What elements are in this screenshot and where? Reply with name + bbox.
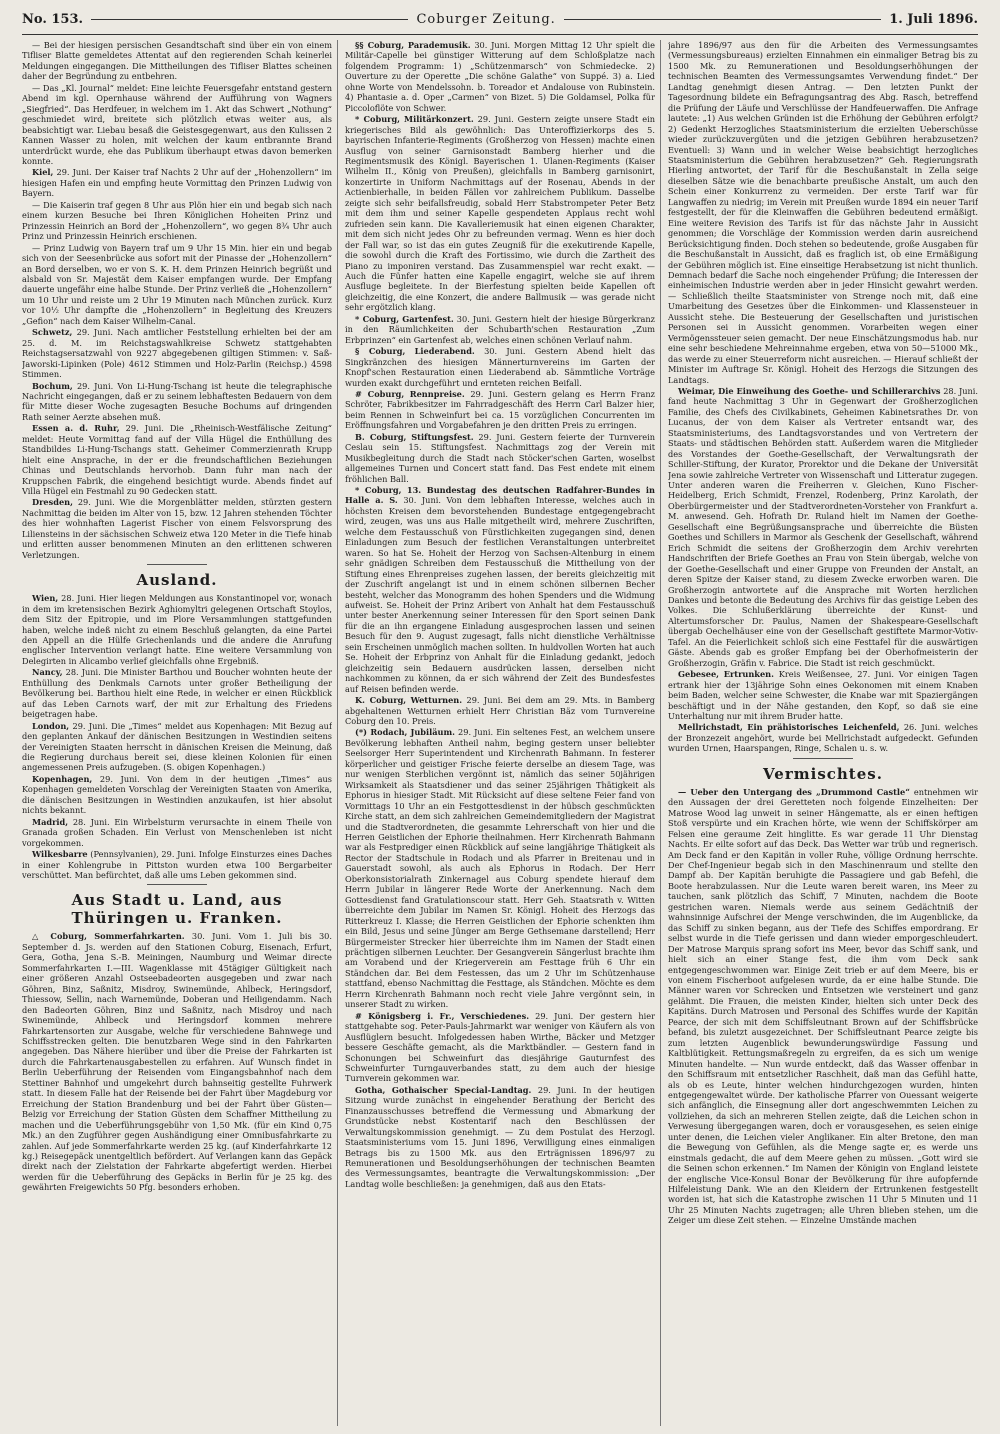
article-paragraph (668, 669, 978, 721)
article-title: Rennpreise. (409, 388, 465, 399)
article-title: Gothaischer Special-Landtag. (391, 1084, 532, 1095)
article-paragraph (22, 721, 332, 773)
dateline-place: # Königsberg i. Fr., (355, 1010, 455, 1021)
dateline-place: §§ Coburg, (355, 40, 405, 50)
article-paragraph (22, 931, 332, 1192)
article-paragraph: — Das „Kl. Journal“ meldet: Eine leichte Feuersgefahr entstand gestern Abend im kgl. Opernhause während der Aufführung von Wagners „Siegfried“. Das Herdfeuer, in welchem im 1. Akt das Schwert „Nothung“ geschmiedet wird, breitete sich plötzlich etwas weiter aus, als beabsichtigt war. Liebau besaß die Geistesgegenwart, aus den Kulissen 2 Kannen Wasser zu holen, mit welchen der kaum entbrannte Brand unterdrückt wurde, ehe das Publikum überhaupt etwas davon bemerken konnte. (22, 82, 332, 166)
dateline-place: # Coburg, (355, 388, 405, 399)
article-text: 29. Juni. Bei dem am 29. Mts. in Bamberg abgehaltenen Wetturnen erhielt Herr Christian Bäz vom Turnvereine Coburg den 10. Preis. (345, 695, 655, 726)
article-paragraph (22, 849, 332, 880)
column-divider (660, 40, 661, 1426)
article-title: Parademusik. (407, 40, 471, 50)
article-text: Kreis Weißensee, 27. Juni. Vor einigen Tagen ertrank hier der 13jährige Sohn eines Oekonomen mit einem Knaben beim Baden, welcher seine Schwester, die Knabe war mit Spaziergängen beschäftigt und in der Nähe gestanden, den Kopf, so daß sie eine Unterhaltung nur mit ihrem Bruder hatte. (668, 669, 978, 721)
article-text: 29. Juni. Der Kaiser traf Nachts 2 Uhr auf der „Hohenzollern“ im hiesigen Hafen ein und empfing heute Vormittag den Prinzen Ludwig von Bayern. (22, 167, 332, 199)
article-paragraph (22, 167, 332, 198)
article-text: 29. Juni. Gestern zeigte unsere Stadt ein kriegerisches Bild als gewöhnlich: Das Unteroffizierkorps des 5. bayrischen Infanterie-Regiments (Großherzog von Hessen) machte einen Ausflug von seiner Garnisonstadt Bamberg hierher und die Regimentsmusik des Königl. Bayerischen 1. Ulanen-Regiments (Kaiser Wilhelm II., König von Preußen), gleichfalls in Bamberg garnisonirt, konzertirte in Uniform Nachmittags auf der Rosenau, Abends in der Actienbierhalle, in beiden Fällen vor zahlreichem Publikum. Dasselbe zeigte sich sehr beifallsfreudig, sobald Herr Stabstrompeter Peter Betz mit dem ihm und seiner Kapelle gespendeten Applaus recht wohl zufrieden sein kann. Die Kavalleriemusik hat einen eigenen Charakter, mit dem sich nicht jedes Ohr zu befreunden vermag. Wenn es hier doch der Fall war, so ist das ein gutes Zeugniß für die exekutirende Kapelle, die sowohl durch die Kraft des Fortissimo, wie durch die Zartheit des Piano zu imponiren verstand. Das Zusammenspiel war recht exakt. — Auch die Fünfer hatten eine Kapelle engagirt, welche sie auf ihrem Ausfluge begleitete. In der Bierfestung spielten beide Kapellen oft gleichzeitig, die eine Konzert, die andere Ballmusik — was gerade nicht sehr ergötzlich klang. (345, 114, 655, 313)
article-text: 30. Juni. Von dem lebhaften Interesse, welches auch in höchsten Kreisen dem bevorstehenden Bundestage entgegengebracht wird, zeugen, was uns aus Halle mitgetheilt wird, mehrere Zuschriften, welche dem Festausschuß von Fürstlichkeiten zugegangen sind, denen Einladungen zum Besuch der festlichen Veranstaltungen unterbreitet waren. So hat Se. Hoheit der Herzog von Sachsen-Altenburg in einem sehr gnädigen Schreiben dem Festausschuß die Mittheilung von der Stiftung eines Ehrenpreises zugehen lassen, der bereits gleichzeitig mit der Zuschrift angelangt ist und in einem schönen silbernen Becher besteht, welcher das Monogramm des hohen Spenders und die Widmung aufweist. Se. Hoheit der Prinz Aribert von Anhalt hat dem Festausschuß unter bester Anerkennung seiner Interessen für den Sport seinen Dank für die an ihn ergangene Einladung ausgesprochen lassen und seinen Besuch für den 9. August zugesagt, falls nicht dienstliche Verhältnisse sein Erscheinen unmöglich machen sollten. In huldvollen Worten hat auch Se. Hoheit der Erbprinz von Anhalt für die Einladung gedankt, jedoch gleichzeitig sein Bedauern ausdrücken lassen, derselben nicht nachkommen zu können, da er sich während der Zeit des Bundesfestes auf Reisen befinden werde. (345, 495, 655, 694)
article-paragraph (345, 314, 655, 345)
dateline-place: Madrid, (32, 816, 69, 827)
article-paragraph (22, 423, 332, 496)
article-text: entnehmen wir den Aussagen der drei Geretteten noch folgende Einzelheiten: Der Matrose Wood lag unweit in seiner Hängematte, als er einen heftigen Stoß verspürte und ein Krachen hörte, wie wenn der Schiffskörper am Felsen eine geraume Zeit hinglitte. Es war gerade 11 Uhr Dienstag Nachts. Er eilte sofort auf das Deck. Das Wetter war trüb und regnerisch. Am Deck fand er den Kapitän in voller Ruhe, völlige Ordnung herrschte. Der Chef-Ingenieur begab sich in den Maschinenraum und stellte den Dampf ab. Der Kapitän beruhigte die Passagiere und gab Befehl, die Boote herabzulassen. Nur die Leute waren bereit waren, ins Meer zu tauchen, sank plötzlich das Schiff, 7 Minuten, nachdem die Boote gestrichen waren. Niemals werde aus seinem Gedächtniß der wahnsinnige Aufschrei der Menge verschwinden, die im Augenblicke, da das Schiff zu sinken begann, aus der Tiefe des Schiffes empordrang. Er selbst wurde in die Tiefe gerissen und dann wieder emporgeschleudert. Der Matrose Marquis sprang sofort ins Meer, bevor das Schiff sank, und hielt sich an einer Stange fest, die ihm vom Deck sank entgegengeschwommen war. Einige Zeit trieb er auf dem Meere, bis er von einem Fischerboot aufgelesen wurde, da er eine halbe Stunde. Die Männer waren vor Schrecken und Entsetzen wie versteinert und ganz gelähmt. Die Frauen, die meisten Kinder, hielten sich unter Deck des Kapitäns. Durch Matrosen und Personal des Schiffes wurde der Kapitän Pearce, der sich mit dem Schiffsleutnant Brown auf der Schiffsbrücke befand, bis zuletzt ausgezeichnet. Der Schiffsleutnant Pearce zeigte bis zum letzten Augenblick bewunderungswürdige Fassung und Kaltblütigkeit. Rettungsmaßregeln zu ergreifen, da es sich um wenige Minuten handelte. — Nun wurde entdeckt, daß das Wasser offenbar in den Schiffsraum mit entsetzlicher Raschheit, daß man das Gefühl hatte, als ob es Leute, hinter welchen hindurchgezogen wurden, hinten entgegengewaltet würde. Der katholische Pfarrer von Ouessant weigerte sich anfänglich, die Einsegnung aller dort angeschwemmten Leichen zu vollziehen, da sich an mehreren Stellen zeigte, daß die Leichen schon in Verwesung übergegangen waren, doch er vorausgesehen, es seien einige unter denen, die Leichen vieler Anglikaner. Ein alter Bretone, den man die Bewegung von Gefühlen, als die Menge sagte er, es werde uns einstmals gedacht, die auf dem Meere gehen zu müssen. „Gott wird sie die Seinen schon erkennen.“ Im Namen der Königin von England leistete der englische Vice-Konsul Bonar der Bevölkerung für ihre aufopfernde Hilfeleistung Dank. Wie an den Kleidern der Ertrunkenen festgestellt worden ist, hat sich die Katastrophe zwischen 11 Uhr 5 Minuten und 11 Uhr 25 Minuten Nachts zugetragen; alle Uhren blieben stehen, um die Zeiger um diese Zeit stehen. — Einzelne Umstände machen (668, 786, 978, 1226)
dateline-place: (*) Rodach, (355, 727, 408, 738)
dateline-place: Gotha, (355, 1084, 386, 1095)
article-text: (Pennsylvanien), 29. Juni. Infolge Einsturzes eines Daches in einer Kohlengrube in Pittston wurden etwa 100 Bergarbeiter verschüttet. Man befürchtet, daß alle ums Leben gekommen sind. (22, 849, 332, 880)
article-text: 29. Juni. Von Li-Hung-Tschang ist heute die telegraphische Nachricht eingegangen, daß er zu seinem lebhaftesten Bedauern von dem für Mitte dieser Woche zugesagten Besuche Bochums auf dringenden Rath seiner Aerzte absehen muß. (22, 380, 332, 422)
dateline-place: Kopenhagen, (32, 773, 93, 784)
article-text: 29. Juni. Ein seltenes Fest, an welchem unsere Bevölkerung lebhaften Antheil nahm, beging gestern unser beliebter Seelsorger Herr Superintendent und Kirchenrath Bahmann. In festerer körperlicher und geistiger Frische feierte derselbe an diesem Tage, was nur wenigen Sterblichen vergönnt ist, nämlich das seiner 50jährigen Wirksamkeit als Staatsdiener und das seiner 25jährigen Thätigkeit als Ephorus in hiesiger Stadt. Mit Rücksicht auf diese seltene Feier fand von Vormittags 10 Uhr an ein Festgottesdienst in der hübsch geschmückten Kirche statt, an dem sich zahlreichen Gemeindemitgliedern der Magistrat und die Stadtverordneten, die gesammte Lehrerschaft von hier und die Herren Geistlichen der Ephorie theilnahmen. Herr Kirchenrath Bahmann war als Festprediger einen Rückblick auf seine langjährige Thätigkeit als Rector der Stadtschule in Rodach und als Pfarrer in Breitenau und in Gauerstadt sowohl, als auch als Ephorus in Rodach. Der Herr Oberkonsistorialrath Zinkernagel aus Coburg spendete hierauf dem Herrn Jubilar in längerer Rede Worte der Anerkennung. Nach dem Gottesdienst fand Gratulationscour statt. Herr Geh. Staatsrath v. Witten überreichte dem Jubilar im Namen Sr. Königl. Hoheit des Herzogs das Ritterkreuz I. Klasse; die Herren Geistlichen der Ephorie schenkten ihm ein Bild, Jesus und seine Jünger am Berge Gethsemane darstellend; Herr Bürgermeister Strecker hier überreichte ihm im Namen der Stadt einen prächtigen silbernen Leuchter. Der Gesangverein Sängerlust brachte ihm am Vorabend und der Kriegerverein am Festtage früh 6 Uhr ein Ständchen dar. Bei dem Festessen, das um 2 Uhr im Schützenhause stattfand, ebenso Nachmittag die Festtage, als Ständchen. Möchte es dem Herrn Kirchenrath Bahmann noch recht viele Jahre vergönnt sein, in unserer Stadt zu wirken. (345, 727, 655, 1010)
dateline-place: * Coburg, (355, 485, 402, 496)
article-paragraph (345, 40, 655, 113)
article-paragraph (345, 727, 655, 1009)
issue-date: 1. Juli 1896. (889, 11, 978, 27)
section-heading-stadt-land: Aus Stadt u. Land, aus Thüringen u. Franken. (71, 891, 283, 928)
article-title: Die Einweihung des Goethe- und Schillerarchivs (718, 385, 941, 396)
article-text: 29. Juni. Wie die Morgenblätter melden, stürzten gestern Nachmittag die beiden im Alter von 15, bzw. 12 Jahren stehenden Töchter des hier wohnhaften Lagerist Fischer von einem Felsvorsprung des Liliensteins in der sächsischen Schweiz etwa 120 Meter in die Tiefe hinab und erlitten ausser benommenen Minuten an den erlittenen schweren Verletzungen. (22, 497, 332, 560)
dateline-place: △ Coburg, (32, 931, 87, 942)
article-paragraph (668, 386, 978, 668)
dateline-place: Weimar, (678, 385, 716, 396)
article-title: Gartenfest. (402, 313, 454, 324)
column-divider (337, 40, 338, 1426)
article-text: 28. Juni. Ein Wirbelsturm verursachte in einem Theile von Granada großen Schaden. Ein Verlust von Menschenleben ist nicht vorgekommen. (22, 816, 332, 848)
article-paragraph (22, 667, 332, 719)
article-text: 29. Juni. Gestern feierte der Turnverein Ceslau sein 15. Stiftungsfest. Nachmittags zog der Verein mit Musikbegleitung durch die Stadt nach Stöcker'schen Garten, woselbst allgemeines Turnen und Concert statt fand. Das Fest endete mit einem fröhlichen Ball. (345, 431, 655, 484)
article-text: 29. Juni. Nach amtlicher Feststellung erhielten bei der am 25. d. M. im Reichstagswahlkreise Schwetz stattgehabten Reichstagsersatzwahl von 9227 abgegebenen giltigen Stimmen: v. Saß-Jaworski-Lipinken (Pole) 4612 Stimmen und Holz-Parlin (Reichsp.) 4598 Stimmen. (22, 327, 332, 380)
article-paragraph (345, 485, 655, 694)
dateline-place: Gebesee, (678, 669, 720, 680)
dateline-place: K. Coburg, (355, 695, 407, 706)
header-divider (22, 34, 978, 35)
article-paragraph: — Die Kaiserin traf gegen 8 Uhr aus Plön hier ein und begab sich nach einem kurzen Besuche bei Ihren Königlichen Hoheiten Prinz und Prinzessin Heinrich an Bord der „Hohenzollern“, wo gegen 8¾ Uhr auch Prinz und Prinzessin Heinrich erschienen. (22, 199, 332, 242)
article-title: Liederabend. (414, 346, 475, 357)
article-paragraph (22, 817, 332, 848)
article-text: 28. Juni. Die Minister Barthou und Boucher wohnten heute der Enthüllung des Denkmals Carnots unter großer Betheiligung der Bevölkerung bei. Barthou hielt eine Rede, in welcher er einen Rückblick auf das Leben Carnots warf, der mit zur Erhaltung des Friedens beigetragen habe. (22, 667, 332, 720)
article-text: 29. Juni. Gestern gelang es Herrn Franz Schröter, Fabrikbesitzer im Fahrradgeschäft des Herrn Carl Balzer hier, beim Rennen in Schweinfurt bei ca. 15 vorzüglichen Concurrenten im Eröffnungsfahren und Vorgabefahren je den dritten Preis zu erringen. (345, 388, 655, 431)
article-paragraph (22, 497, 332, 560)
article-title: Sommerfahrkarten. (94, 931, 185, 942)
article-text: 30. Juni. Vom 1. Juli bis 30. September d. Js. werden auf den Stationen Coburg, Eisenach, Erfurt, Gera, Gotha, Jena S.-B. Meiningen, Naumburg und Weimar directe Sommerfahrkarten I.—III. Wagenklasse mit 45tägiger Gültigkeit nach einer größeren Anzahl Ostseebadeorten ausgegeben und zwar nach Göhren, Binz, Saßnitz, Misdroy, Swinemünde, Ahlbeck, Heringsdorf, Thiessow, Sellin, nach Warnemünde, Doberan und Heiligendamm. Nach den Badeorten Göhren, Binz und Saßnitz, nach Misdroy und nach Swinemünde, Ahlbeck und Heringsdorf kommen mehrere Fahrkartensorten zur Ausgabe, welche für verschiedene Bahnwege und Schiffsstrecken gelten. Die benutzbaren Wege sind in den Fahrkarten angegeben. Das Nähere hierüber und über die Preise der Fahrkarten ist durch die Fahrkartenausgabestellen zu erfahren. Auf Wunsch findet in Berlin Ueberführung der Reisenden vom Eingangsbahnhof nach dem Stettiner Bahnhof und umgekehrt durch bahnseitig gestellte Fuhrwerk statt. In diesem Falle hat der Reisende bei der Fahrt über Magdeburg vor Erreichung der Station Brandenburg und bei der Fahrt über Güsten—Belzig vor Erreichung der Station Güsten dem Schaffner Mittheilung zu machen und die Ueberführungsgebühr von 1,50 Mk. (für ein Kind 0,75 Mk.) an den Zugführer gegen Aushändigung einer Omnibusfahrkarte zu zahlen. Auf jede Sommerfahrkarte werden 25 kg. (auf Kinderfahrkarte 12 kg.) Reisegepäck unentgeltlich befördert. Auf Verlangen kann das Gepäck direkt nach der Zielstation der Fahrkarte abgefertigt werden. Hierbei werden für die Ueberführung des Gepäcks in Berlin für je 25 kg. des gewährten Freigewichts 50 Pfg. besonders erhoben. (22, 931, 332, 1193)
article-paragraph: — Bei der hiesigen persischen Gesandtschaft sind über ein von einem Tifliser Blatte gemeldetes Attentat auf den regierenden Schah keinerlei Meldungen eingegangen. Die Mittheilungen des Tifliser Blattes scheinen daher der Begründung zu entbehren. (22, 40, 332, 82)
article-paragraph (345, 1085, 655, 1190)
dateline-place: Bochum, (32, 380, 73, 391)
article-title: Militärkonzert. (404, 114, 474, 125)
article-text: 30. Juni. Gestern Abend hielt das Singkränzchen des hiesigen Männerturnvereins im Garten der Knopf'schen Restauration einen Liederabend ab. Sämmtliche Vorträge wurden exakt durchgeführt und ernteten reichen Beifall. (345, 346, 655, 388)
article-title: Jubiläum. (410, 727, 455, 738)
article-text: 29. Juni. Der gestern hier stattgehabte sog. Peter-Pauls-Jahrmarkt war weniger von Käufern als von Ausflüglern besucht. Infolgedessen haben Wirthe, Bäcker und Metzger bessere Geschäfte gemacht, als die Marktbändler. — Gestern fand in Schonungen bei Schweinfurt das diesjährige Gauturnfest des Schweinfurter Turngauverbandes statt, zu dem auch der hiesige Turnverein gekommen war. (345, 1010, 655, 1084)
article-text: 30. Juni. Morgen Mittag 12 Uhr spielt die Militär-Capelle bei günstiger Witterung auf dem Schloßplatze nach folgendem Programm: 1) „Schützenmarsch“ von Schmiedecke. 2) Ouverture zu der Operette „Die schöne Galathe“ von Suppé. 3) a. Lied ohne Worte von Mendelssohn. b. Toreador et Andalouse von Rubinstein. 4) Phantasie a. d. Oper „Carmen“ von Bizet. 5) Die Goldamsel, Polka für Piccoloflöte von Schwer. (345, 40, 655, 113)
article-paragraph (22, 774, 332, 816)
section-heading-vermischtes: Vermischtes. (763, 764, 883, 783)
dateline-place: Wien, (32, 593, 59, 604)
article-text: 30. Juni. Gestern hielt der hiesige Bürgerkranz in den Räumlichkeiten der Schubarth'schen Restauration „Zum Erbprinzen“ ein Gartenfest ab, welches einen schönen Verlauf nahm. (345, 313, 655, 345)
masthead-rule-right (564, 19, 881, 20)
article-text: 29. Juni. Die „Rheinisch-Westfälische Zeitung“ meldet: Heute Vormittag fand auf der Villa Hügel die Enthüllung des Standbildes Li-Hung-Tschangs statt. Geheimer Commerzienrath Krupp hielt eine Ansprache, in der er die freundschaftlichen Beziehungen Chinas und Deutschlands hervorhob. Dann fuhr man nach der Kruppschen Fabrik, die eingehend besichtigt wurde. Abends findet auf Villa Hügel ein Festmahl zu 90 Gedecken statt. (22, 423, 332, 497)
dateline-place: Essen a. d. Ruhr, (32, 423, 120, 434)
column-2 (345, 40, 655, 1426)
dateline-place: London, (32, 720, 70, 731)
article-title: Ein prähistorisches Leichenfeld, (747, 722, 900, 733)
article-paragraph (22, 327, 332, 379)
article-paragraph (345, 346, 655, 388)
article-text: 29. Juni. Die „Times“ meldet aus Kopenhagen: Mit Bezug auf den geplanten Ankauf der dänischen Besitzungen in Westindien seitens der Vereinigten Staaten herrscht in dänischen Kreisen die Meinung, daß die Regierung durchaus bereit sei, diese kleinen Kolonien für einen angemessenen Preis aufzugeben. (S. obigen Kopenhagen.) (22, 720, 332, 773)
article-title: Ertrunken. (723, 669, 774, 680)
column-3 (668, 40, 978, 1426)
article-paragraph (345, 1011, 655, 1084)
article-paragraph (345, 432, 655, 484)
dateline-place: Dresden, (32, 497, 73, 508)
dateline-place: B. Coburg, (355, 431, 407, 442)
section-divider (147, 884, 207, 885)
article-title: — Ueber den Untergang des „Drummond Castle“ (678, 786, 910, 797)
dateline-place: § Coburg, (355, 346, 406, 357)
dateline-place: Wilkesbarre (32, 849, 88, 860)
section-heading-ausland: Ausland. (136, 571, 218, 590)
newspaper-title: Coburger Zeitung. (416, 11, 556, 27)
column-1 (22, 40, 332, 1426)
article-paragraph (668, 722, 978, 753)
article-title: Wetturnen. (410, 695, 463, 706)
article-paragraph (345, 114, 655, 313)
article-paragraph (345, 389, 655, 431)
dateline-place: * Coburg, (355, 114, 401, 125)
dateline-place: Mellrichstadt, (678, 722, 743, 733)
article-title: 13. Bundestag des deutschen Radfahrer-Bundes in Halle a. S. (345, 485, 655, 506)
dateline-place: Schwetz, (32, 327, 73, 338)
dateline-place: Nancy, (32, 667, 63, 678)
article-paragraph (22, 381, 332, 423)
article-paragraph: jahre 1896/97 aus den für die Arbeiten des Vermessungsamtes (Vermessungsbureaus) erzielten Einnahmen ein einmaliger Betrag bis zu 1500 Mk. zu Remunerationen und Besoldungserhöhungen der technischen Beamten des Vermessungsamtes Verwendung findet.“ Der Landtag genehmigt diesen Antrag. — Den letzten Punkt der Tagesordnung bildete ein Befragungsantrag des Abg. Rasch, betreffend die Prüfung der Läufe und Verschlüsse der Handfeuerwaffen. Die Anfrage lautete: „1) Aus welchen Gründen ist die Erhöhung der Gebühren erfolgt? 2) Gedenkt Herzogliches Staatsministerium die erzielten Ueberschüsse wieder zurückzuvergüten und die jetzigen Gebühren herabzusetzen? Eventuell: 3) Wann und in welcher Weise beabsichtigt herzogliches Staatsministerium die Gebühren herabzusetzen?“ Geh. Regierungsrath Hierling antwortet, der Tarif für die Beschußanstalt in Zella seige dieselben Sätze wie die benachbarte preußische Anstalt, um auch den Schein einer Konkurrenz zu vermeiden. Der erste Tarif war für Langwaffen zu niedrig; im Verein mit Preußen wurde 1894 ein neuer Tarif festgestellt, der für die Kleinwaffen die Gebühren bedeutend ermäßigt. Eine weitere Revision des Tarifs ist für das nächste Jahr in Aussicht genommen; die Vorschläge der Kommission werden darin ausreichend Berücksichtigung finden. Doch stehen so bedeutende, große Ausgaben für die Beschußanstalt in Aussicht, daß es fraglich ist, ob eine Ermäßigung der Gebühren möglich ist. Eine einseitige Herabsetzung ist nicht thunlich. Demnach bedarf die Sache noch eingehender Prüfung; die Interessen der einheimischen Industrie werden aber in jeder Hinsicht gewahrt werden. — Schließlich theilte Staatsminister von Strenge noch mit, daß eine Umarbeitung des Gesetzes über die Einkommen- und Klassensteuer in Aussicht stehe. Die Besteuerung der Gesellschaften und juristischen Personen sei in Aussicht genommen. Vorarbeiten wegen einer Vermögenssteuer seien gemacht. Der neue Einschätzungsmodus hab. nur eine sehr beschiedene Mehreinnahme ergeben, etwa von 50—51000 Mk., das werde zu einer Steuerreform nicht ausreichen. — Hierauf schließt der Minister im Auftrage Sr. Königl. Hoheit des Herzogs die Sitzungen des Landtags. (668, 40, 978, 385)
article-text: 29. Juni. Von dem in der heutigen „Times“ aus Kopenhagen gemeldeten Vorschlag der Vereinigten Staaten von Amerika, die dänischen Besitzungen in Westindien anzukaufen, ist hier absolut nichts bekannt. (22, 773, 332, 816)
section-divider (793, 758, 853, 759)
article-paragraph (22, 593, 332, 666)
dateline-place: Kiel, (32, 167, 54, 178)
section-divider (147, 564, 207, 565)
article-paragraph (345, 695, 655, 726)
article-title: Verschiedenes. (460, 1010, 530, 1021)
article-text: 26. Juni. welches der Bronzezeit angehört, wurde bei Mellrichstadt aufgedeckt. Gefunden wurden Urnen, Haarspangen, Ringe, Schalen u. s. w. (668, 722, 978, 754)
article-title: Stiftungsfest. (411, 431, 474, 442)
article-paragraph: — Prinz Ludwig von Bayern traf um 9 Uhr 15 Min. hier ein und begab sich von der Seesenbrücke aus sofort mit der Pinasse der „Hohenzollern“ an Bord derselben, wo er von S. K. H. dem Prinzen Heinrich begrüßt und alsbald von Sr. Majestät dem Kaiser empfangen wurde. Der Empfang dauerte ungefähr eine halbe Stunde. Der Prinz verließ die „Hohenzollern“ um 10 Uhr und reiste um 2 Uhr 19 Minuten nach München zurück. Kurz vor 10½ Uhr dampfte die „Hohenzollern“ in Begleitung des Kreuzers „Gefion“ nach dem Kaiser Wilhelm-Canal. (22, 242, 332, 326)
dateline-place: * Coburg, (355, 313, 400, 324)
article-text: 28. Juni. Hier liegen Meldungen aus Konstantinopel vor, wonach in dem im kretensischen Bezirk Aghiomyltri gelegenen Ortschaft Stoylos, dem Sitz der Epitropie, und im Plore Versammlungen stattgefunden haben, welche indeß nicht zu einem Beschluß gelangten, da eine Partei den Appell an die Hülfe Griechenlands und die andere die Anrufung englischer Intervention verlangt hatte. Eine weitere Versammlung von Delegirten in Alicambo verlief gleichfalls ohne Ergebniß. (22, 593, 332, 666)
issue-number: No. 153. (22, 11, 84, 27)
article-text: 28. Juni. fand heute Nachmittag 3 Uhr in Gegenwart der Großherzoglichen Familie, des Chefs des Civilkabinets, Geheimen Kabinetsrathes Dr. von Lucanus, der von dem Kaiser als Vertreter entsandt war, des Staatsministeriums, des Landtagsvorstandes und von Vertretern der Staats- und städtischen Behörden statt. Außerdem waren die Mitglieder des Vorstandes der Goethe-Gesellschaft, der Verwaltungsrath der Schiller-Stiftung, der Kurator, Prorektor und die Dekane der Universität Jena sowie zahlreiche Vertreter von Wissenschaft und Litteratur zugegen. Unter anderen waren die Freiherren v. Gleichen, Kuno Fischer-Heidelberg, Erich Schmidt, Frenzel, Rodenberg, Prinz Karolath, der Oberbürgermeister und der Stadtverordneten-Vorsteher von Frankfurt a. M. anwesend. Geh. Hofrath Dr. Ruland hielt im Namen der Goethe-Gesellschaft eine Begrüßungsansprache und überreichte die Büsten Goethes und Schillers in Marmor als Geschenk der Gesellschaft, während Erich Schmidt die seitens der Großherzogin dem Archiv verehrten Handschriften der Briefe Goethes an Frau von Stein übergab, welche von der Goethe-Gesellschaft und einer Gruppe von Freunden der Anstalt, an deren Spitze der Kaiser stand, zu diesem Zwecke erworben waren. Die Großherzogin antwortete auf die Ansprache mit Worten herzlichen Dankes und betonte die Bedeutung des Archivs für das geistige Leben des Volkes. Die Schlußerklärung überreichte der Kunst- und Altertumsforscher Dr. Paulus, Namen der Shakespeare-Gesellschaft übergab Oechelhäuser eine von der Gesellschaft gestiftete Marmor-Votiv-Tafel. An die Feierlichkeit schloß sich eine Festtafel für die auswärtigen Gäste. Abends gab es großer Empfang bei der Oberhofmeisterin der Großherzogin, Gräfin v. Fabrice. Die Stadt ist reich geschmückt. (668, 385, 978, 668)
masthead-rule-left (91, 19, 408, 20)
masthead (22, 6, 978, 32)
article-text: 29. Juni. In der heutigen Sitzung wurde zunächst in eingehender Berathung der Bericht des Finanzausschusses betreffend die Vermessung und Abmarkung der Grundstücke nebst Kostentarif nach den Beschlüssen der Verwaltungskommission genehmigt. — Zu dem Postulat des Herzogl. Staatsministeriums vom 15. Juni 1896, Verwilligung eines einmaligen Betrags bis zu 1500 Mk. aus den Erträgnissen 1896/97 zu Remunerationen und Besoldungserhöhungen der technischen Beamten des Vermessungsamtes, beantragte die Verwaltungskommission: „Der Landtag wolle beschließen: ja genehmigen, daß aus den Etats- (345, 1084, 655, 1189)
article-paragraph (668, 787, 978, 1226)
